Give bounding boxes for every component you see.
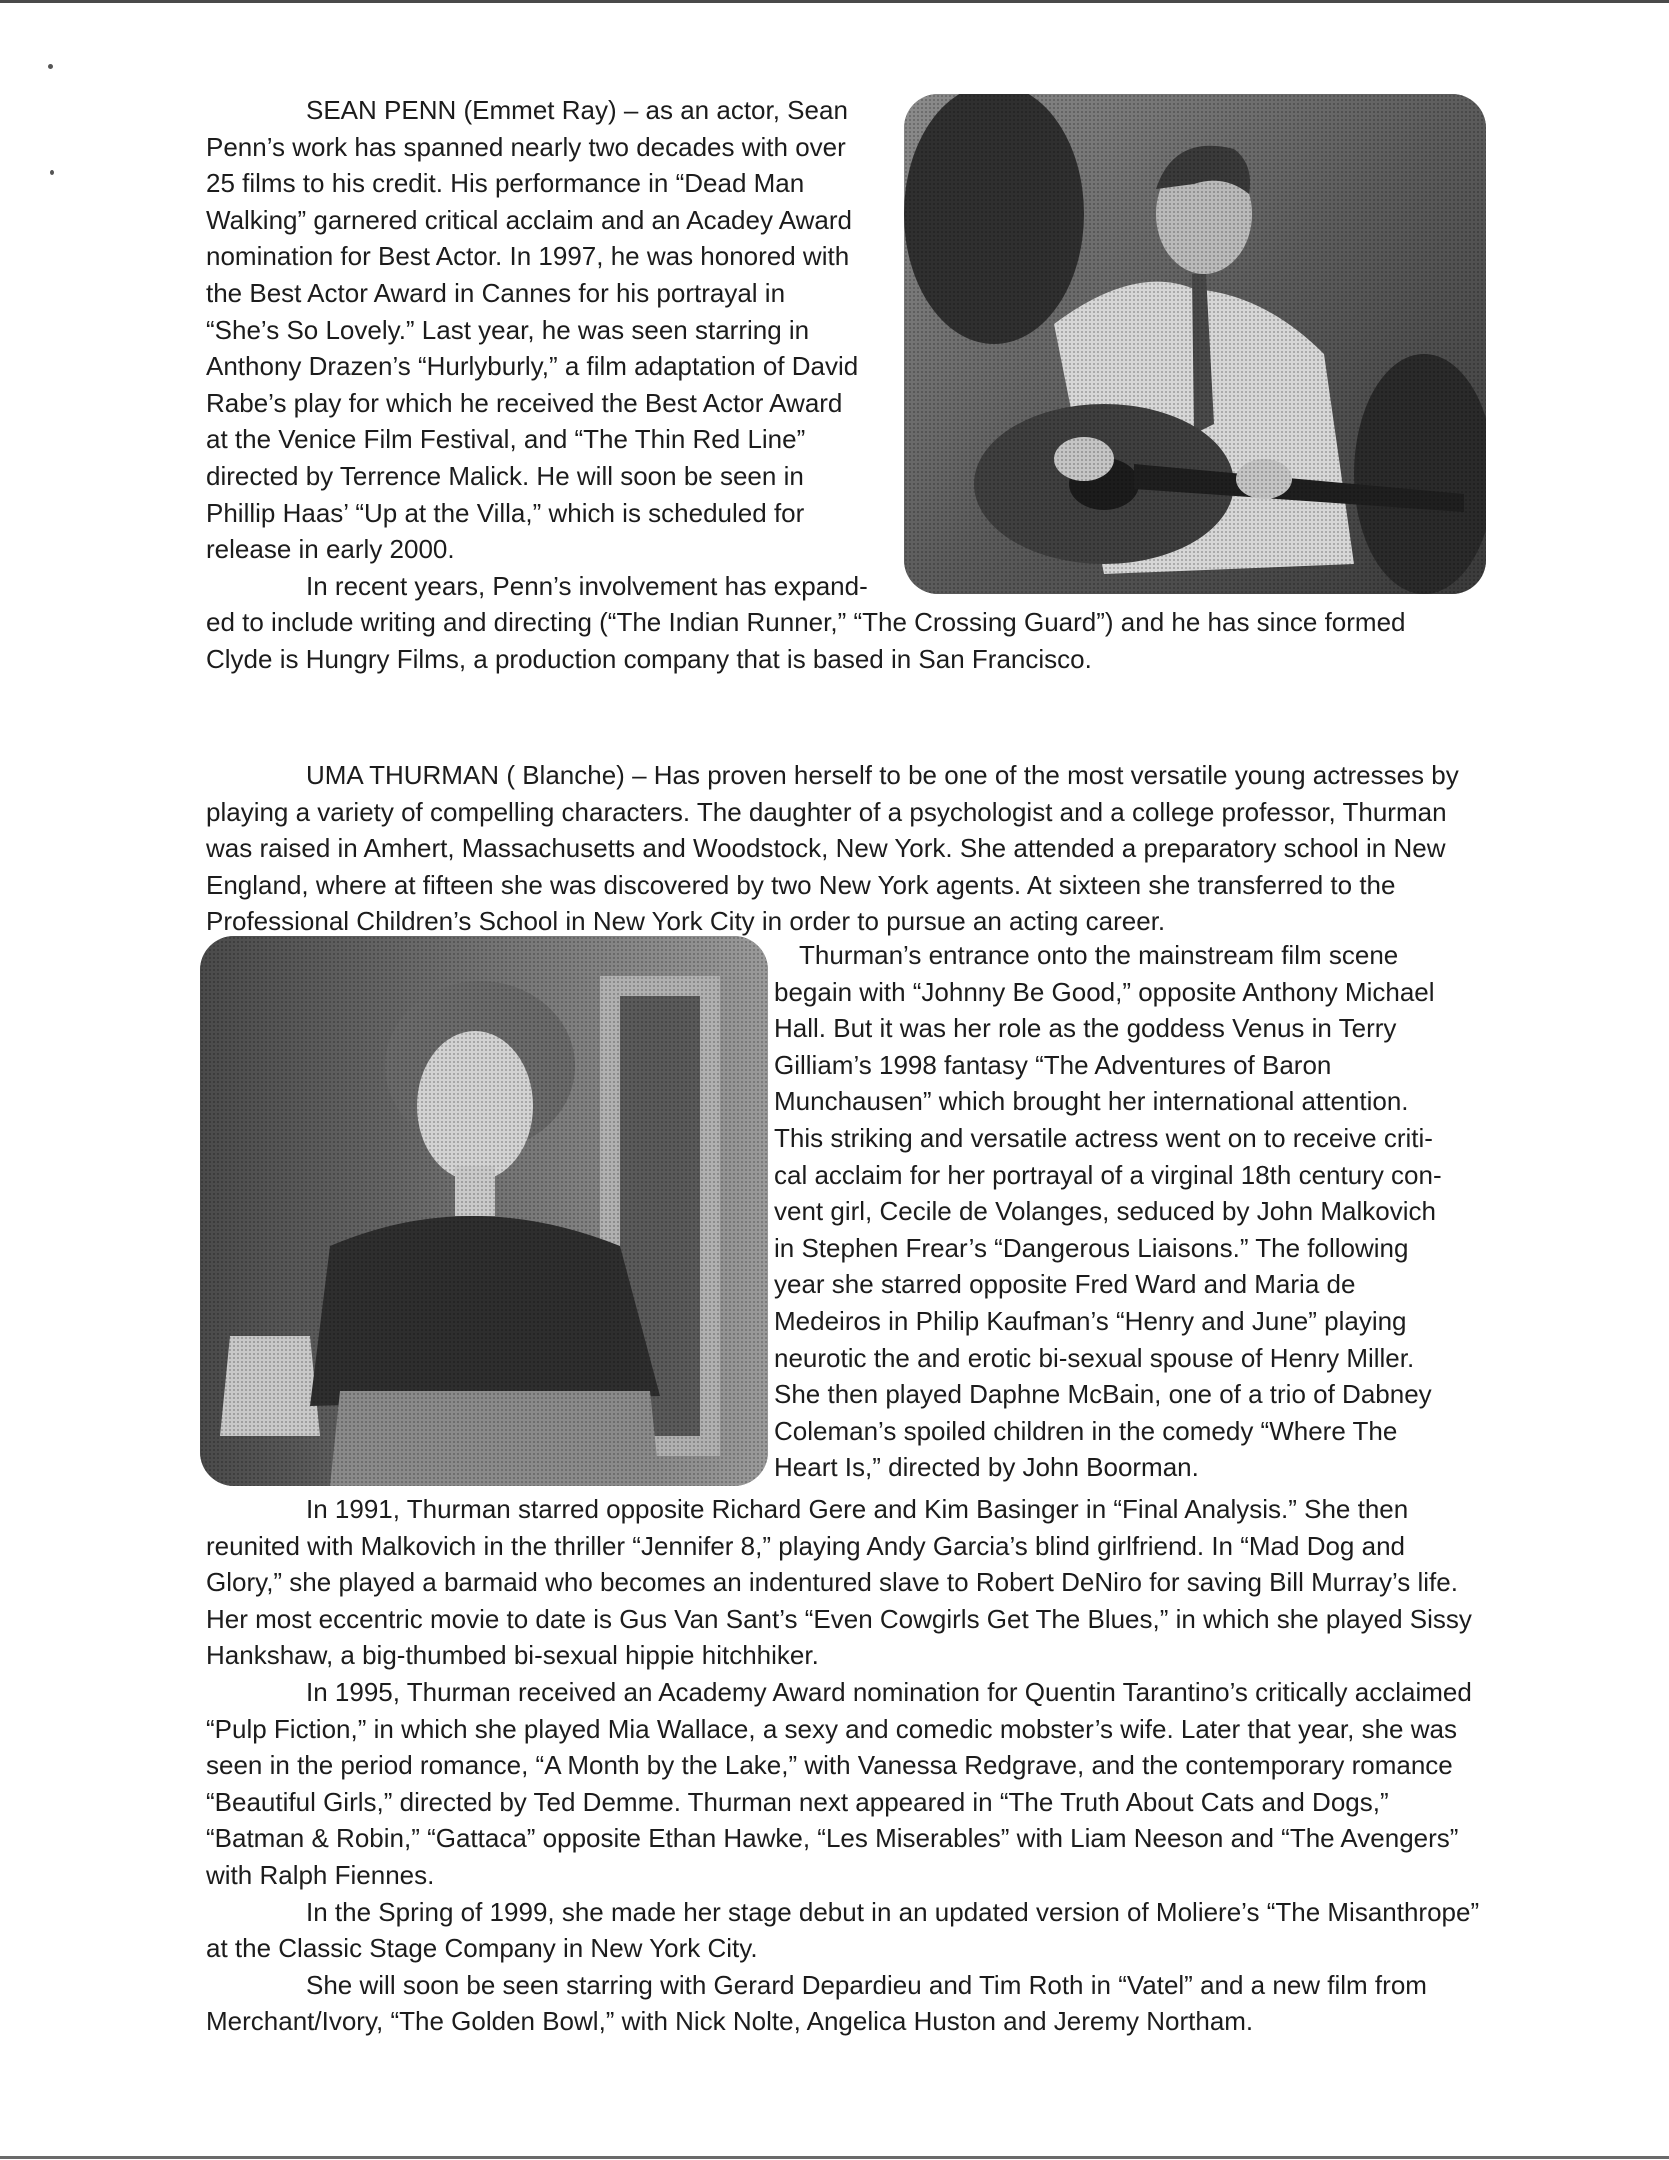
thurman-wrap-line: Munchausen” which brought her international attention. — [774, 1086, 1409, 1117]
thurman-wrap-line: Coleman’s spoiled children in the comedy “Where The — [774, 1415, 1398, 1446]
thurman-name: UMA THURMAN — [306, 760, 500, 790]
thurman-wrap-line: Hall. But it was her role as the goddess Venus in Terry — [774, 1013, 1397, 1044]
thurman-intro-text: – Has proven herself to be one of the most versatile young actresses by playing a variety of compelling characters. The daughter of a psychologist and a college professor, Thurman was raised in Amhert, Massachusetts and Woodstock, New York. She attended a preparatory school in New England, where at fifteen she was discovered by two New York agents. At sixteen she transferred to the Professional Children’s School in New York City in order to pursue an acting career. — [206, 760, 1459, 937]
penn-bio-column — [206, 92, 906, 604]
thurman-wrap-line: Medeiros in Philip Kaufman’s “Henry and June” playing — [774, 1305, 1407, 1336]
thurman-later-career — [206, 1491, 1486, 2040]
scan-top-edge — [0, 0, 1669, 3]
penn-bio-line: release in early 2000. — [206, 534, 455, 565]
thurman-wrap-line: year she starred opposite Fred Ward and Maria de — [774, 1269, 1356, 1300]
penn-bio-line: Penn’s work has spanned nearly two decades with over — [206, 131, 846, 162]
scan-speck — [48, 64, 53, 69]
thurman-role: ( Blanche) — [506, 760, 625, 790]
scan-bottom-edge — [0, 2156, 1669, 2159]
thurman-wrap-line: neurotic the and erotic bi-sexual spouse of Henry Miller. — [774, 1342, 1415, 1373]
penn-bio-text: – as an actor, Sean — [623, 95, 848, 125]
thurman-wrap-line: begain with “Johnny Be Good,” opposite Anthony Michael — [774, 976, 1435, 1007]
thurman-wrap-line: This striking and versatile actress went on to receive criti- — [774, 1122, 1433, 1153]
penn-bio-paragraph-2: ed to include writing and directing (“The Indian Runner,” “The Crossing Guard”) and he has since formed Clyde is Hungry Films, a production company that is based in San Francisco. — [206, 607, 1406, 674]
thurman-intro-paragraph — [206, 757, 1486, 940]
scan-speck — [50, 170, 54, 175]
uma-thurman-photo — [200, 936, 768, 1486]
thurman-paragraph-1999: In the Spring of 1999, she made her stage debut in an updated version of Moliere’s “The Misanthrope” at the Classic Stage Company in New York City. — [206, 1896, 1480, 1964]
thurman-wrap-line: Thurman’s entrance onto the mainstream film scene — [799, 940, 1399, 970]
penn-bio-line: 25 films to his credit. His performance in “Dead Man — [206, 168, 805, 199]
penn-bio-continuation — [206, 604, 1476, 677]
thurman-wrap-column — [774, 937, 1494, 1486]
thurman-wrap-line: cal acclaim for her portrayal of a virginal 18th century con- — [774, 1159, 1442, 1190]
penn-bio-line: In recent years, Penn’s involvement has expand- — [306, 570, 868, 601]
thurman-intro — [206, 757, 1486, 940]
thurman-paragraph-1995: In 1995, Thurman received an Academy Award nomination for Quentin Tarantino’s critically acclaimed “Pulp Fiction,” in which she played Mia Wallace, a sexy and comedic mobster’s wife. Later that year, she was seen in the period romance, “A Month by the Lake,” with Vanessa Redgrave, and the contemporary romance “Beautiful Girls,” directed by Ted Demme. Thurman next appeared in “The Truth About Cats and Dogs,” “Batman & Robin,” “Gattaca” opposite Ethan Hawke, “Les Miserables” with Liam Neeson and “The Avengers” with Ralph Fiennes. — [206, 1676, 1472, 1890]
thurman-paragraph-upcoming: She will soon be seen starring with Gerard Depardieu and Tim Roth in “Vatel” and a new film from Merchant/Ivory, “The Golden Bowl,” with Nick Nolte, Angelica Huston and Jeremy Northam. — [206, 1969, 1427, 2037]
penn-bio-line: Anthony Drazen’s “Hurlyburly,” a film adaptation of David — [206, 351, 859, 382]
penn-bio-line: Rabe’s play for which he received the Best Actor Award — [206, 387, 843, 418]
penn-bio-line: directed by Terrence Malick. He will soon be seen in — [206, 460, 804, 491]
thurman-wrap-line: Heart Is,” directed by John Boorman. — [774, 1452, 1199, 1483]
sean-penn-photo — [904, 94, 1486, 594]
penn-role: (Emmet Ray) — [463, 95, 617, 125]
penn-bio-line: “She’s So Lovely.” Last year, he was seen starring in — [206, 314, 810, 345]
thurman-wrap-line: vent girl, Cecile de Volanges, seduced by John Malkovich — [774, 1196, 1436, 1227]
penn-bio-line: Phillip Haas’ “Up at the Villa,” which is scheduled for — [206, 497, 805, 528]
thurman-wrap-line: She then played Daphne McBain, one of a trio of Dabney — [774, 1379, 1432, 1410]
penn-bio-line: the Best Actor Award in Cannes for his portrayal in — [206, 277, 786, 308]
penn-bio-line — [206, 92, 906, 129]
penn-bio-line: at the Venice Film Festival, and “The Thin Red Line” — [206, 424, 806, 455]
penn-bio-line: nomination for Best Actor. In 1997, he was honored with — [206, 241, 850, 272]
penn-photo-illustration — [904, 94, 1486, 594]
thurman-photo-illustration — [200, 936, 768, 1486]
penn-name: SEAN PENN — [306, 95, 457, 125]
penn-bio-line: Walking” garnered critical acclaim and an Acadey Award — [206, 204, 852, 235]
thurman-paragraph-1991: In 1991, Thurman starred opposite Richard Gere and Kim Basinger in “Final Analysis.” She then reunited with Malkovich in the thriller “Jennifer 8,” playing Andy Garcia’s blind girlfriend. In “Mad Dog and Glory,” she played a barmaid who becomes an indentured slave to Robert DeNiro for saving Bill Murray’s life. Her most eccentric movie to date is Gus Van Sant’s “Even Cowgirls Get The Blues,” in which she played Sissy Hankshaw, a big-thumbed bi-sexual hippie hitchhiker. — [206, 1494, 1472, 1671]
thurman-wrap-line: Gilliam’s 1998 fantasy “The Adventures of Baron — [774, 1049, 1332, 1080]
thurman-wrap-line: in Stephen Frear’s “Dangerous Liaisons.” The following — [774, 1232, 1409, 1263]
